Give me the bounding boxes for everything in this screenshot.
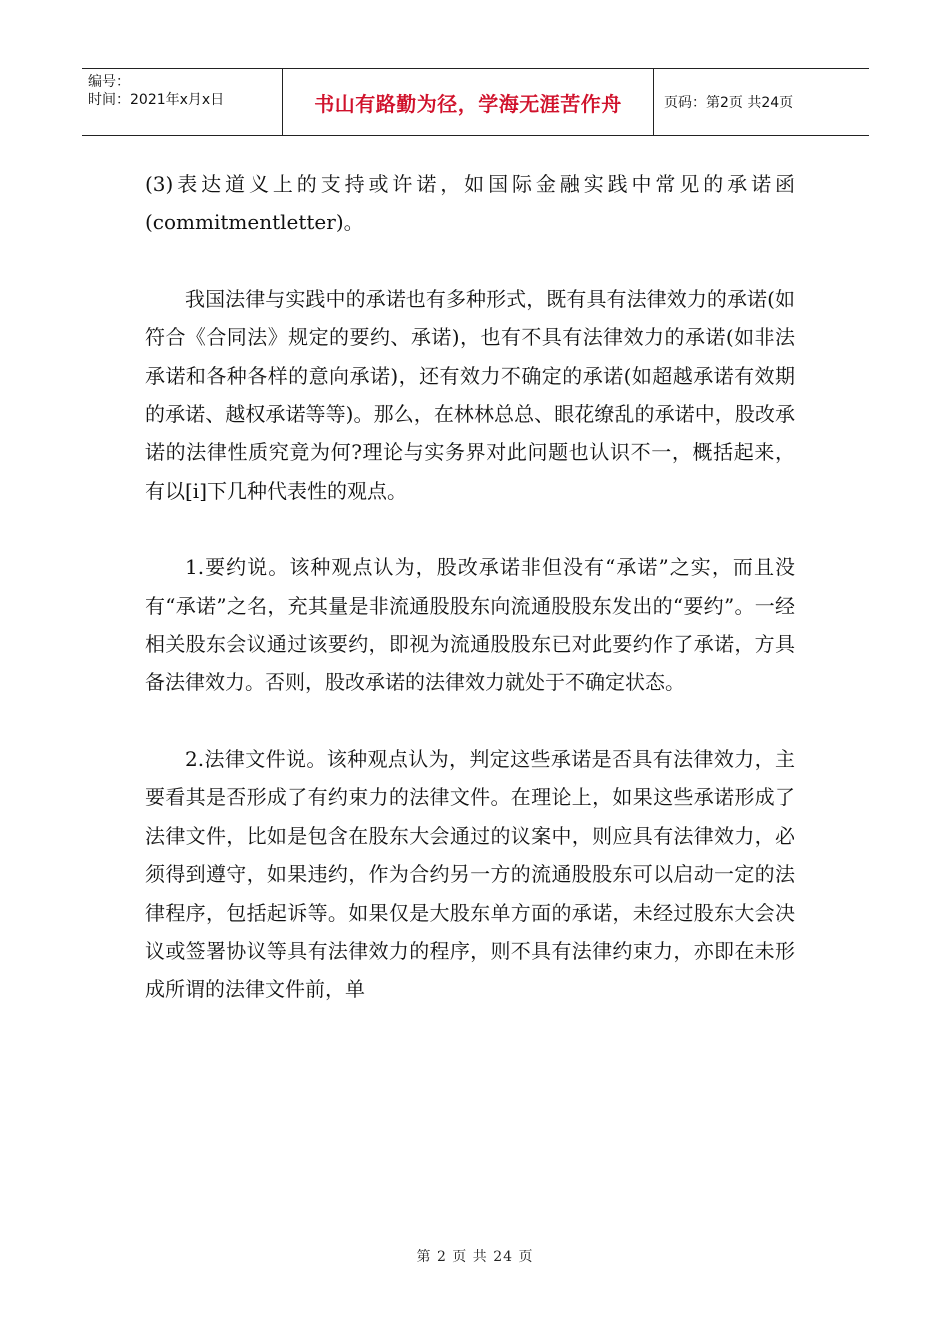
- header-meta: [82, 69, 282, 135]
- paragraph-3: [145, 548, 795, 702]
- paragraph-1: [145, 165, 795, 242]
- paragraph-text: 2.法律文件说。该种观点认为，判定这些承诺是否具有法律效力，主要看其是否形成了有约束力的法律文件。在理论上，如果这些承诺形成了法律文件，比如是包含在股东大会通过的议案中，则应具有法律效力，必须得到遵守，如果违约，作为合约另一方的流通股股东可以启动一定的法律程序，包括起诉等。如果仅是大股东单方面的承诺，未经过股东大会决议或签署协议等具有法律效力的程序，则不具有法律约束力，亦即在未形成所谓的法律文件前，单: [145, 746, 795, 1002]
- paragraph-text: 我国法律与实践中的承诺也有多种形式，既有具有法律效力的承诺(如符合《合同法》规定的要约、承诺)，也有不具有法律效力的承诺(如非法承诺和各种各样的意向承诺)，还有效力不确定的承诺(如超越承诺有效期的承诺、越权承诺等等)。那么，在林林总总、眼花缭乱的承诺中，股改承诺的法律性质究竟为何?理论与实务界对此问题也认识不一，概括起来，有以[i]下几种代表性的观点。: [145, 286, 795, 503]
- paragraph-4: [145, 740, 795, 1009]
- page-footer: 第 2 页 共 24 页: [416, 1249, 534, 1265]
- paragraph-2: [145, 280, 795, 510]
- header-motto: 书山有路勤为径，学海无涯苦作舟: [282, 69, 654, 135]
- document-number-label: 编号：: [88, 74, 130, 90]
- document-time-label: 时间：2021年x月x日: [88, 92, 225, 108]
- document-body: [145, 165, 795, 1047]
- header-page-info: 页码：第2页 共24页: [664, 95, 794, 111]
- paragraph-text: (3)表达道义上的支持或许诺，如国际金融实践中常见的承诺函(commitmentletter)。: [145, 172, 795, 235]
- page-header: [82, 68, 869, 136]
- paragraph-text: 1.要约说。该种观点认为，股改承诺非但没有“承诺”之实，而且没有“承诺”之名，充其量是非流通股股东向流通股股东发出的“要约”。一经相关股东会议通过该要约，即视为流通股股东已对此要约作了承诺，方具备法律效力。否则，股改承诺的法律效力就处于不确定状态。: [145, 555, 795, 695]
